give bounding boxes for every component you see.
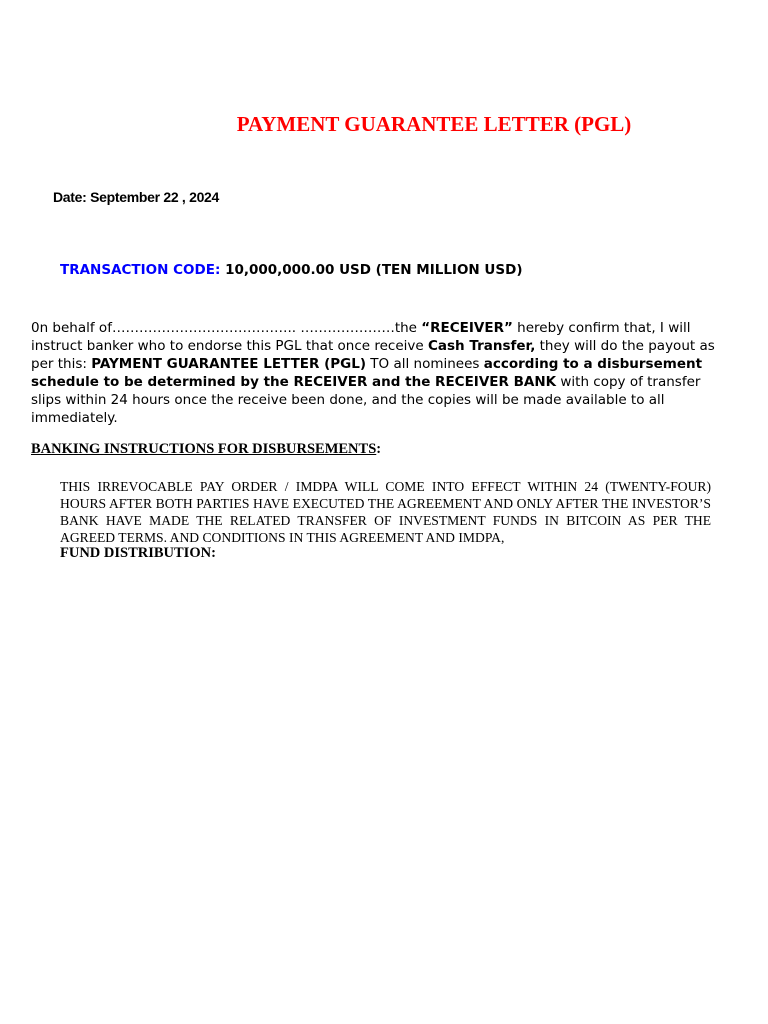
receiver-term: “RECEIVER” [421, 320, 513, 336]
pgl-term: PAYMENT GUARANTEE LETTER (PGL) [91, 356, 367, 372]
body-text-5: with copy of transfer slips within 24 hours once the receive been done, and the copies will be made available to all immediately. [31, 374, 701, 426]
body-text-4: TO all nominees [366, 356, 484, 372]
date-line: Date: September 22 , 2024 [53, 189, 220, 205]
body-text-1: 0n behalf of………………………………….. …………………the [31, 320, 422, 336]
body-text-2: hereby confirm that, I will instruct banker who to endorse this PGL that once receive [31, 320, 691, 354]
document-title: PAYMENT GUARANTEE LETTER (PGL) [236, 112, 632, 136]
irrevocable-clause: THIS IRREVOCABLE PAY ORDER / IMDPA WILL COME INTO EFFECT WITHIN 24 (TWENTY-FOUR) HOURS AFTER BOTH PARTIES HAVE EXECUTED THE AGREEMENT AND ONLY AFTER THE INVESTOR’S BANK HAVE MADE THE RELATED TRANSFER OF INVESTMENT FUNDS IN BITCOIN AS PER THE AGREED TERMS. AND CONDITIONS IN THIS AGREEMENT AND IMDPA, [60, 479, 711, 545]
fund-distribution-heading: FUND DISTRIBUTION: [60, 545, 216, 561]
transaction-code-label: TRANSACTION CODE: [60, 262, 221, 278]
body-paragraph [31, 319, 721, 427]
body-text-3: they will do the payout as per this: [31, 338, 715, 372]
banking-instructions-heading [31, 441, 381, 458]
transaction-code [60, 262, 523, 278]
transaction-code-value: 10,000,000.00 USD (TEN MILLION USD) [225, 262, 523, 278]
cash-transfer-term: Cash Transfer, [428, 338, 536, 354]
banking-heading-text: BANKING INSTRUCTIONS FOR DISBURSEMENTS [31, 441, 377, 457]
banking-heading-colon: : [376, 441, 382, 457]
schedule-term: according to a disbursement schedule to be determined by the RECEIVER and the RECEIVER BANK [31, 356, 703, 390]
